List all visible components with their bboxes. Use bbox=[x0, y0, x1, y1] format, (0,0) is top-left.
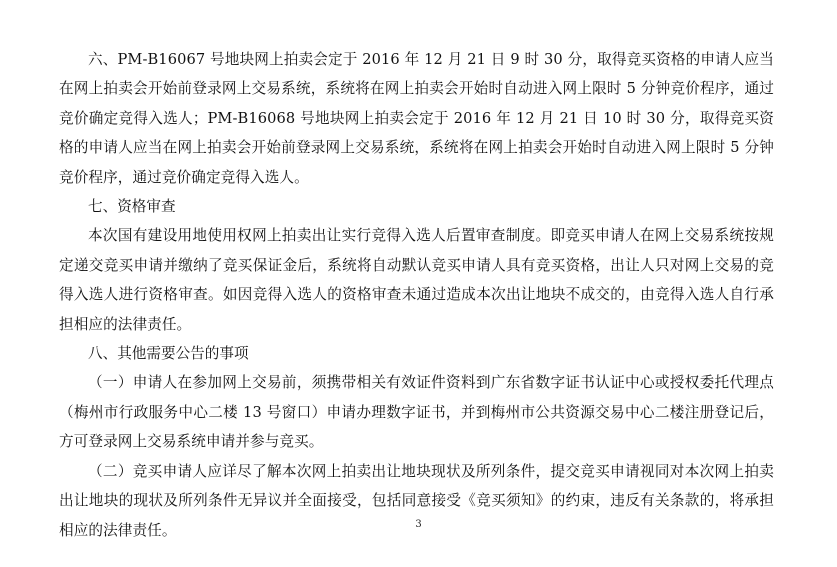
heading-other-matters: 八、其他需要公告的事项 bbox=[88, 345, 249, 363]
paragraph-auction-schedule: 六、PM-B16067 号地块网上拍卖会定于 2016 年 12 月 21 日 9 时 30 分，取得竞买资格的申请人应当在网上拍卖会开始前登录网上交易系统，系统将在网上拍卖会开始时自动进入网上限时 5 分钟竞价程序，通过竞价确定竞得入选人；PM-B16068 号地块网上拍卖会定于 2016 年 12 月 21 日 10 时 30 分，取得竞买资格的申请人应当在网上拍卖会开始前登录网上交易系统，系统将在网上拍卖会开始时自动进入网上限时 5 分钟竞价程序，通过竞价确定竞得入选人。 bbox=[59, 51, 774, 186]
paragraph-qualification-review: 本次国有建设用地使用权网上拍卖出让实行竞得入选人后置审查制度。即竞买申请人在网上交易系统按规定递交竞买申请并缴纳了竞买保证金后，系统将自动默认竞买申请人具有竞买资格，出让人只对网上交易的竞得入选人进行资格审查。如因竞得入选人的资格审查未通过造成本次出让地块不成交的，由竞得入选人自行承担相应的法律责任。 bbox=[59, 227, 774, 333]
heading-qualification-review: 七、资格审查 bbox=[88, 198, 176, 216]
paragraph-digital-certificate: （一）申请人在参加网上交易前，须携带相关有效证件资料到广东省数字证书认证中心或授权委托代理点（梅州市行政服务中心二楼 13 号窗口）申请办理数字证书，并到梅州市公共资源交易中心二楼注册登记后，方可登录网上交易系统申请并参与竞买。 bbox=[59, 374, 774, 451]
paragraph-bidder-conditions: （二）竞买申请人应详尽了解本次网上拍卖出让地块现状及所列条件，提交竞买申请视同对本次网上拍卖出让地块的现状及所列条件无异议并全面接受，包括同意接受《竞买须知》的约束，违反有关条款的，将承担相应的法律责任。 bbox=[59, 462, 774, 539]
page-number: 3 bbox=[415, 519, 422, 530]
document-body bbox=[59, 45, 774, 545]
